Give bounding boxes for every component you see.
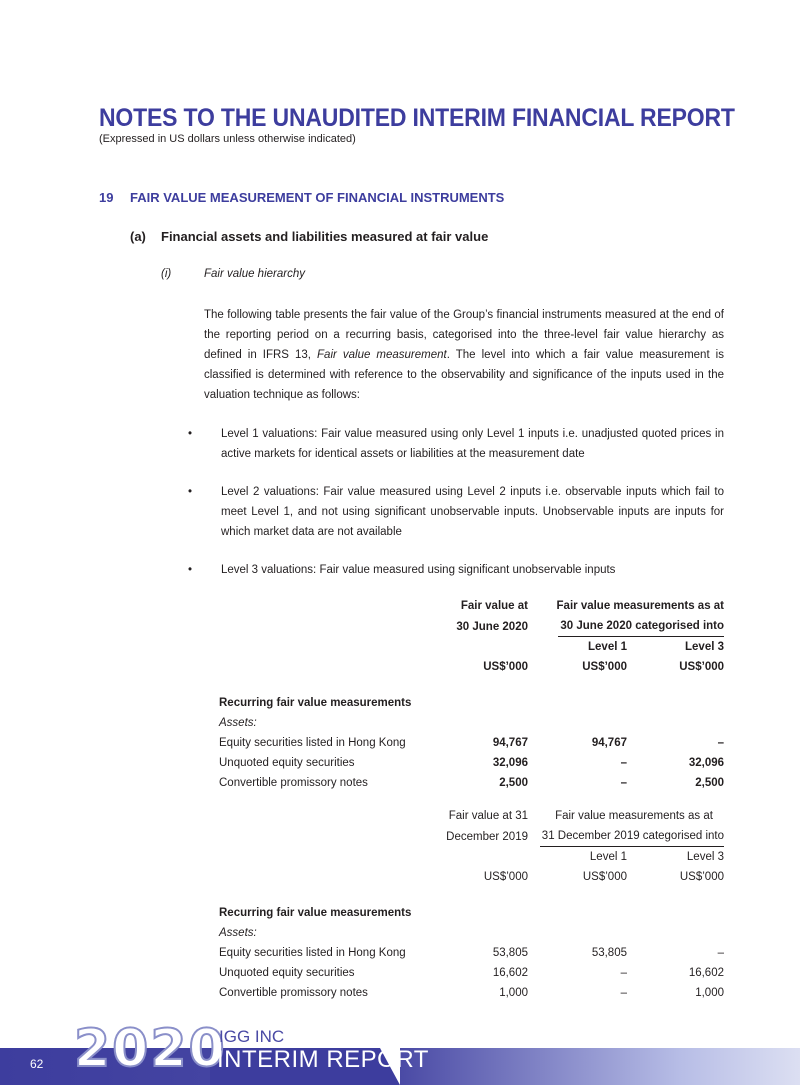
table-row — [219, 983, 724, 1003]
section-title: FAIR VALUE MEASUREMENT OF FINANCIAL INSTRUMENTS — [130, 190, 505, 205]
table-head-measurements-date: 30 June 2020 categorised into — [558, 616, 724, 637]
row-level1: – — [620, 757, 627, 769]
table-head-measurements-date: 31 December 2019 categorised into — [540, 826, 724, 847]
table-head-level3: Level 3 — [686, 851, 724, 863]
table-unit: US$’000 — [582, 661, 627, 673]
intro-paragraph — [204, 305, 724, 405]
report-year-logo: 2020 — [74, 1019, 227, 1079]
table-row — [219, 733, 724, 753]
intro-text-start: The following table presents the fair value of the Group’s financial instruments measured at the end of the reporting period on a recurring basis, categorised into the three-level fair value hierarchy as defined in IFRS 13, — [204, 309, 724, 361]
section-heading — [99, 190, 504, 205]
row-level3: 2,500 — [695, 777, 725, 789]
table-head-fair-value-date: December 2019 — [446, 830, 528, 843]
table-head-level3: Level 3 — [685, 641, 725, 653]
row-fair-value: 1,000 — [499, 987, 528, 999]
subsubsection-title: Fair value hierarchy — [204, 268, 305, 280]
table-head-measurements: Fair value measurements as at — [556, 600, 725, 612]
table-unit: US$’000 — [483, 871, 528, 883]
row-label: Unquoted equity securities — [219, 967, 355, 979]
table-unit: US$’000 — [679, 871, 724, 883]
row-level1: – — [620, 777, 627, 789]
table-head-fair-value: Fair value at — [460, 600, 528, 612]
row-level3: 1,000 — [695, 987, 724, 999]
table-sub-label: Assets: — [219, 927, 257, 939]
subsection-heading — [130, 229, 488, 244]
intro-standard-name: Fair value measurement — [317, 349, 447, 361]
subsubsection-number: (i) — [161, 268, 172, 280]
row-label: Convertible promissory notes — [219, 777, 368, 789]
page-number: 62 — [30, 1057, 44, 1071]
row-level1: 53,805 — [591, 947, 627, 959]
row-level1: – — [620, 967, 627, 979]
table-unit: US$’000 — [679, 661, 725, 673]
row-fair-value: 16,602 — [492, 967, 528, 979]
page-title: NOTES TO THE UNAUDITED INTERIM FINANCIAL REPORT — [99, 104, 735, 132]
row-level3: – — [717, 947, 724, 959]
row-label: Unquoted equity securities — [219, 757, 355, 769]
fair-value-table-2020 — [219, 596, 724, 793]
table-row — [219, 943, 724, 963]
table-group-label: Recurring fair value measurements — [219, 697, 412, 709]
fair-value-table-2019 — [219, 806, 724, 1003]
table-row — [219, 773, 724, 793]
intro-text-end: . The level into which a fair value measurement is classified is determined with reference to the observability and significance of the inputs used in the valuation technique as follows: — [204, 349, 724, 401]
table-head-measurements: Fair value measurements as at — [555, 810, 713, 822]
row-label: Equity securities listed in Hong Kong — [219, 737, 406, 749]
table-row — [219, 963, 724, 983]
row-label: Convertible promissory notes — [219, 987, 368, 999]
table-head-fair-value-date: 30 June 2020 — [456, 620, 528, 633]
row-fair-value: 2,500 — [499, 777, 528, 789]
row-fair-value: 53,805 — [492, 947, 528, 959]
company-name: IGG INC — [219, 1027, 285, 1046]
page-subtitle: (Expressed in US dollars unless otherwise indicated) — [99, 133, 356, 145]
table-sub-label: Assets: — [219, 717, 257, 729]
table-group-label: Recurring fair value measurements — [219, 907, 412, 919]
section-number: 19 — [99, 190, 114, 205]
row-level3: – — [717, 737, 725, 749]
level-definitions-list — [188, 424, 724, 598]
row-fair-value: 94,767 — [492, 737, 528, 749]
row-fair-value: 32,096 — [492, 757, 528, 769]
row-label: Equity securities listed in Hong Kong — [219, 947, 406, 959]
row-level1: – — [620, 987, 627, 999]
table-head-fair-value: Fair value at 31 — [448, 810, 528, 822]
table-head-level1: Level 1 — [589, 851, 627, 863]
list-item: • Level 2 valuations: Fair value measured using Level 2 inputs i.e. observable inputs which fail to meet Level 1, and not using significant unobservable inputs. Unobservable inputs are inputs for which market data are not available — [188, 482, 724, 542]
row-level3: 32,096 — [688, 757, 725, 769]
subsection-number: (a) — [130, 229, 146, 244]
report-name: INTERIM REPORT — [217, 1046, 429, 1073]
subsection-title: Financial assets and liabilities measured at fair value — [161, 229, 489, 244]
subsubsection-heading — [161, 268, 305, 280]
table-head-level1: Level 1 — [588, 641, 627, 653]
row-level1: 94,767 — [591, 737, 627, 749]
table-unit: US$’000 — [483, 661, 528, 673]
table-row — [219, 753, 724, 773]
list-item: • Level 1 valuations: Fair value measured using only Level 1 inputs i.e. unadjusted quoted prices in active markets for identical assets or liabilities at the measurement date — [188, 424, 724, 464]
list-item: • Level 3 valuations: Fair value measured using significant unobservable inputs — [188, 560, 724, 580]
row-level3: 16,602 — [688, 967, 724, 979]
table-unit: US$’000 — [582, 871, 627, 883]
